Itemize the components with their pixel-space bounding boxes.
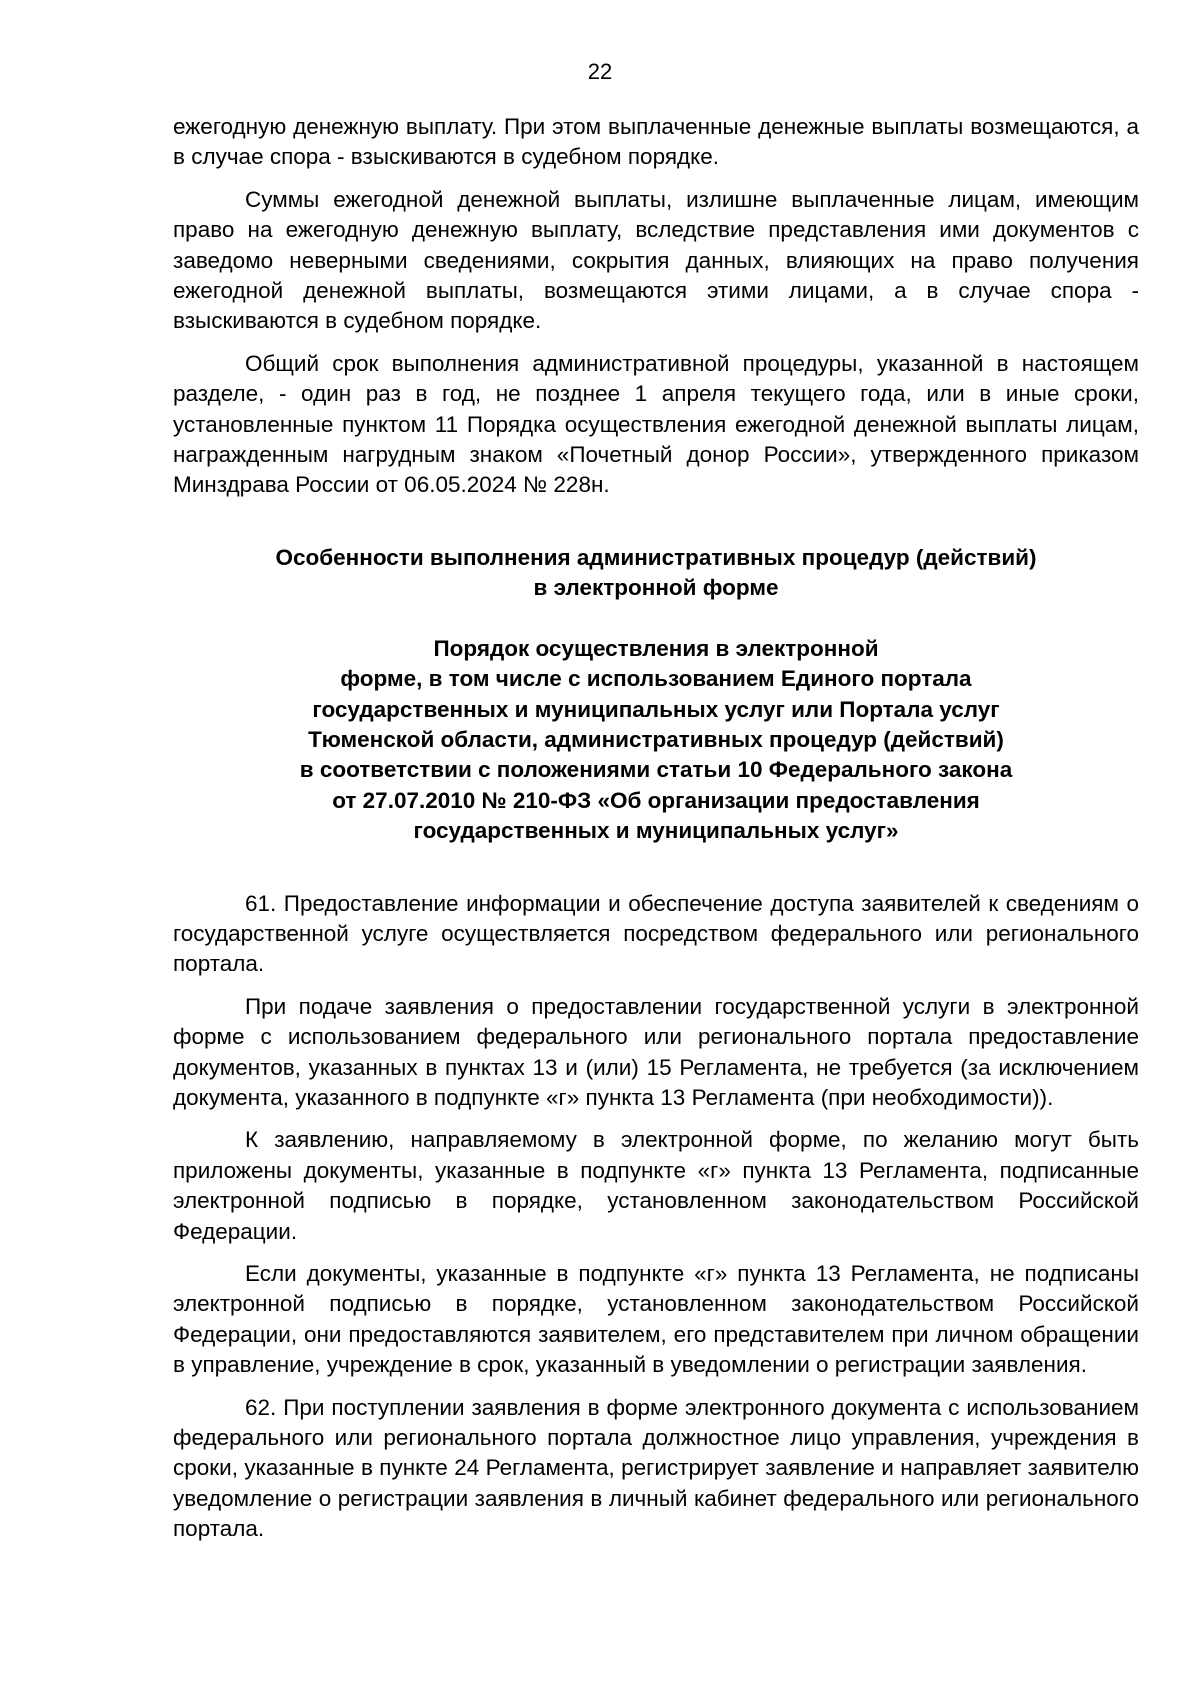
section-heading-line: в электронной форме bbox=[533, 575, 779, 601]
subsection-heading-line: Тюменской области, административных процедур (действий) bbox=[308, 726, 1004, 752]
subsection-heading-line: Порядок осуществления в электронной bbox=[433, 635, 879, 661]
paragraph-procedure-term: Общий срок выполнения административной процедуры, указанной в настоящем разделе, - один раз в год, не позднее 1 апреля текущего года, или в иные сроки, установленные пунктом 11 Порядка осуществления ежегодной денежной выплаты лицам, награжденным нагрудным знаком «Почетный донор России», утвержденного приказом Минздрава России от 06.05.2024 № 228н. bbox=[173, 350, 1139, 498]
paragraph-unsigned-documents: Если документы, указанные в подпункте «г» пункта 13 Регламента, не подписаны электронной подписью в порядке, установленном законодательством Российской Федерации, они предоставляются заявителем, его представителем при личном обращении в управление, учреждение в срок, указанный в уведомлении о регистрации заявления. bbox=[173, 1261, 1139, 1378]
paragraph-electronic-application: При подаче заявления о предоставлении государственной услуги в электронной форме с использованием федерального или регионального портала предоставление документов, указанных в пунктах 13 и (или) 15 Регламента, не требуется (за исключением документа, указанного в подпункте «г» пункта 13 Регламента (при необходимости)). bbox=[173, 993, 1139, 1110]
subsection-heading-line: от 27.07.2010 № 210-ФЗ «Об организации предоставления bbox=[332, 787, 980, 813]
subsection-heading-line: государственных и муниципальных услуг» bbox=[413, 818, 899, 844]
page-number: 22 bbox=[587, 59, 613, 84]
subsection-heading-line: форме, в том числе с использованием Единого портала bbox=[340, 666, 972, 692]
paragraph-continuation: ежегодную денежную выплату. При этом выплаченные денежные выплаты возмещаются, а в случае спора - взыскиваются в судебном порядке. bbox=[173, 114, 1139, 170]
section-heading bbox=[173, 543, 1139, 604]
paragraph-item-61: 61. Предоставление информации и обеспечение доступа заявителей к сведениям о государственной услуге осуществляется посредством федерального или регионального портала. bbox=[173, 890, 1139, 977]
subsection-heading bbox=[173, 634, 1139, 847]
paragraph-item-62: 62. При поступлении заявления в форме электронного документа с использованием федерального или регионального портала должностное лицо управления, учреждения в сроки, указанные в пункте 24 Регламента, регистрирует заявление и направляет заявителю уведомление о регистрации заявления в личный кабинет федерального или регионального портала. bbox=[173, 1394, 1139, 1542]
subsection-heading-line: государственных и муниципальных услуг или Портала услуг bbox=[312, 696, 1000, 722]
document-body bbox=[173, 112, 1139, 1557]
subsection-heading-line: в соответствии с положениями статьи 10 Федерального закона bbox=[299, 757, 1013, 783]
paragraph-attached-documents: К заявлению, направляемому в электронной форме, по желанию могут быть приложены документы, указанные в подпункте «г» пункта 13 Регламента, подписанные электронной подписью в порядке, установленном законодательством Российской Федерации. bbox=[173, 1127, 1139, 1244]
paragraph-overpayment-refund: Суммы ежегодной денежной выплаты, излишне выплаченные лицам, имеющим право на ежегодную денежную выплату, вследствие представления ими документов с заведомо неверными сведениями, сокрытия данных, влияющих на право получения ежегодной денежной выплаты, возмещаются этими лицами, а в случае спора - взыскиваются в судебном порядке. bbox=[173, 186, 1139, 334]
section-heading-line: Особенности выполнения административных процедур (действий) bbox=[275, 544, 1037, 570]
